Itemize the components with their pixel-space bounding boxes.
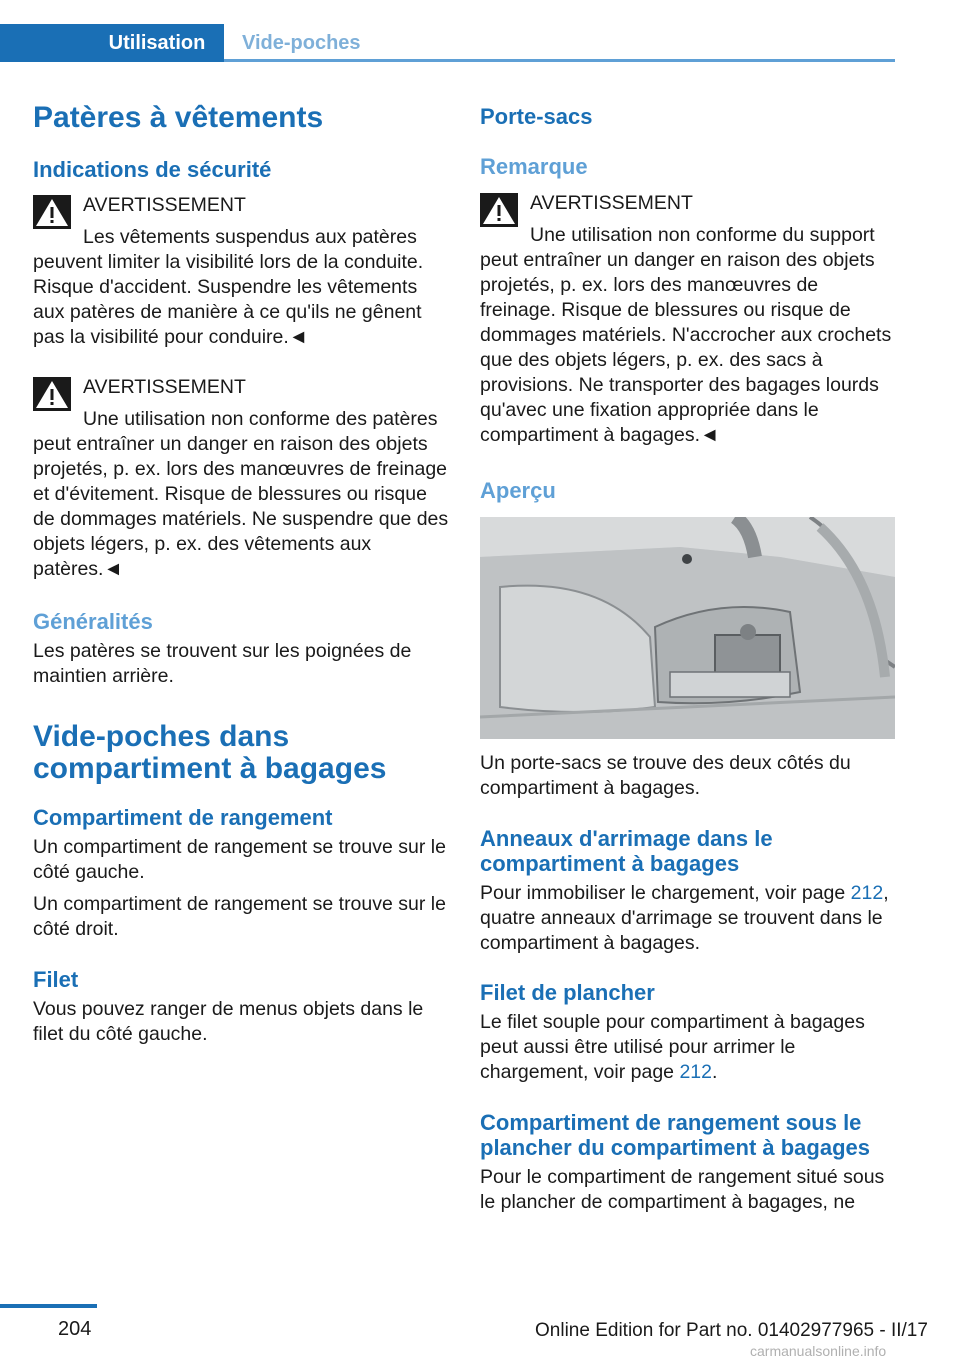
warning-block-3 [480,191,895,448]
general-text: Les patères se trouvent sur les poignées de maintien arrière. [33,640,412,687]
tie-down-heading: Anneaux d'arrimage dans le compartiment à bagages [480,826,773,876]
warning-text: Les vêtements suspendus aux patères peuvent limiter la visibilité lors de la conduite. Risque d'accident. Suspendre les vêtements aux patères de manière à ce qu'ils ne gênent pas la visibilité pour conduire.◄ [33,226,424,348]
page-link-212[interactable]: 212 [679,1061,712,1083]
watermark: carmanualsonline.info [750,1343,887,1359]
page-link-212[interactable]: 212 [850,882,884,904]
warning-text: Une utilisation non conforme des patères peut entraîner un danger en raison des objets projetés, p. ex. lors des manœuvres de freinage et d'évitement. Risque de blessures ou risque de dommages matériels. Ne suspendre que des objets légers, p. ex. des vêtements aux patères.◄ [33,408,449,580]
remark-heading: Remarque [480,154,588,179]
tie-down-text [480,881,895,956]
tie-down-text-a: Pour immobiliser le chargement, voir page [480,882,851,904]
section-title-coat-hooks: Patères à vêtements [33,101,324,134]
warning-text: Une utilisation non conforme du support peut entraîner un danger en raison des objets projetés, p. ex. lors des manœuvres de freinage. Risque de blessures ou risque de dommages matériels. N'accrocher aux crochets que des objets légers, p. ex. des sacs à provisions. Ne transporter des bagages lourds qu'avec une fixation appropriée dans le compartiment à bagages.◄ [480,224,892,446]
tab-utilisation[interactable]: Utilisation [0,24,224,62]
footer-rule [0,1304,97,1308]
floor-net-text-b: . [712,1061,718,1083]
floor-net-heading: Filet de plancher [480,980,655,1005]
left-column [33,100,453,1047]
storage-text-left: Un compartiment de rangement se trouve sur le côté gauche. [33,836,446,883]
general-heading: Généralités [33,609,153,634]
page-number: 204 [58,1318,92,1340]
edition-note: Online Edition for Part no. 01402977965 - II/17 [535,1320,928,1341]
under-floor-text: Pour le compartiment de rangement situé sous le plancher de compartiment à bagages, ne [480,1166,885,1213]
section-title-storage: Vide-poches dans compartiment à bagages [33,720,387,785]
header-rule [224,59,895,62]
warning-icon [33,195,71,229]
storage-text-right: Un compartiment de rangement se trouve sur le côté droit. [33,893,446,940]
overview-text: Un porte-sacs se trouve des deux côtés du compartiment à bagages. [480,752,851,799]
floor-net-text [480,1010,895,1085]
warning-title: AVERTISSEMENT [530,192,693,214]
floor-net-text-a: Le filet souple pour compartiment à bagages peut aussi être utilisé pour arrimer le chargement, voir page [480,1011,865,1083]
overview-heading: Aperçu [480,478,556,503]
trunk-photo [480,517,895,739]
warning-block-1 [33,193,453,350]
warning-icon [480,193,518,227]
warning-block-2 [33,375,453,582]
warning-icon [33,377,71,411]
tab-vide-poches[interactable]: Vide-poches [242,31,361,54]
warning-title: AVERTISSEMENT [83,376,246,398]
tie-down-text-b: , quatre anneaux d'arrimage se trouvent dans le compartiment à bagages. [480,882,889,954]
safety-heading: Indications de sécurité [33,157,272,182]
under-floor-heading: Compartiment de rangement sous le plancher du compartiment à bagages [480,1110,870,1160]
warning-title: AVERTISSEMENT [83,194,246,216]
right-column [480,100,895,1215]
net-text: Vous pouvez ranger de menus objets dans le filet du côté gauche. [33,998,424,1045]
bag-hooks-heading: Porte-sacs [480,104,593,129]
storage-heading: Compartiment de rangement [33,805,333,830]
net-heading: Filet [33,967,79,992]
header-bar [0,0,895,62]
